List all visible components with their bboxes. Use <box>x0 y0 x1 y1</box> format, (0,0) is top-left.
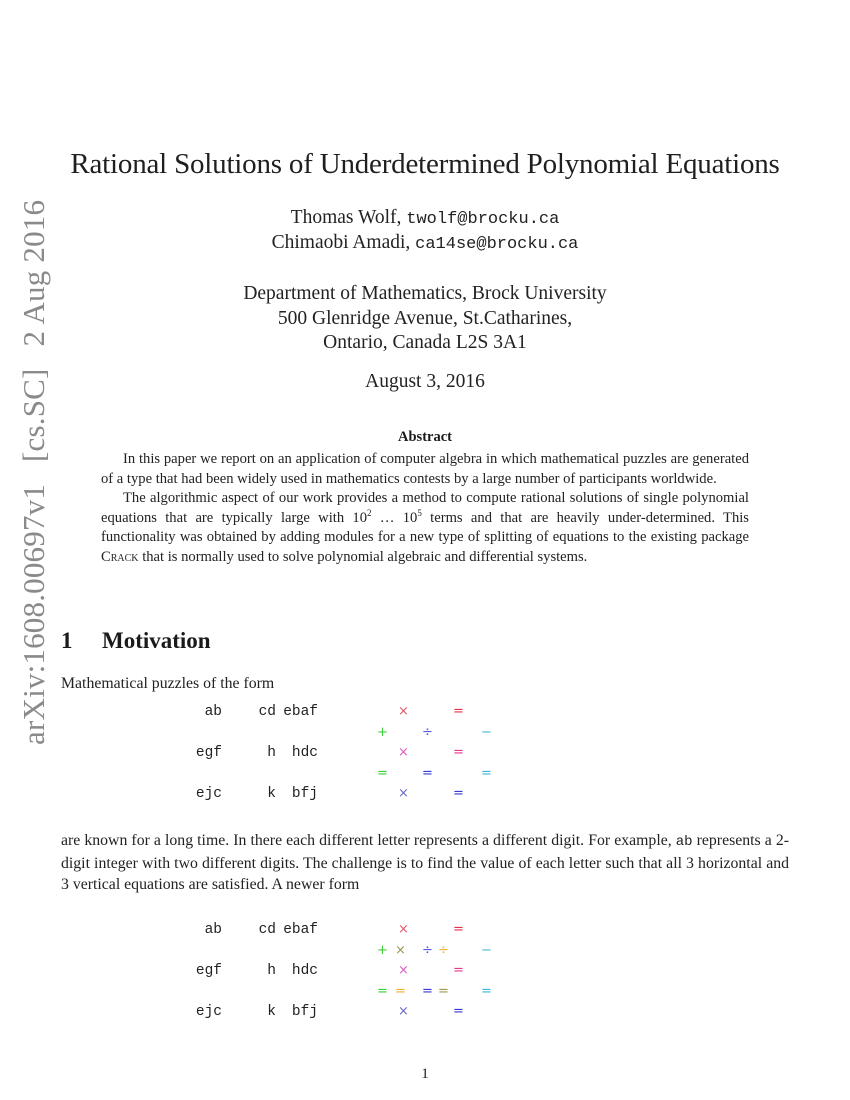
puzzle-term: egf <box>195 745 222 761</box>
puzzle-operator: × <box>398 704 409 719</box>
paper-title: Rational Solutions of Underdetermined Polynomial Equations <box>70 148 780 180</box>
abstract-paragraph-2 <box>101 489 749 567</box>
puzzle-term: bfj <box>291 786 318 802</box>
puzzle-term: ejc <box>195 786 222 802</box>
puzzle-term: ejc <box>195 1004 222 1020</box>
puzzle-operator: ÷ <box>422 942 433 958</box>
puzzle-operator: × <box>398 786 409 801</box>
page-number: 1 <box>421 1066 429 1082</box>
puzzle-operator: = <box>377 983 388 999</box>
crack-package-name: Crack <box>101 548 139 565</box>
exponent-2: 2 <box>367 507 372 518</box>
section-paragraph <box>61 830 789 895</box>
paragraph-text-b: represents a 2-digit integer with two different digits. The challenge is to find the value of each letter such that all 3 horizontal and 3 vertical equations are satisfied. A newer form <box>61 832 789 893</box>
puzzle-term: ebaf <box>283 704 318 720</box>
puzzle-term: ebaf <box>283 922 318 938</box>
puzzle-term: cd <box>258 922 276 938</box>
puzzle-operator: = <box>453 1004 464 1019</box>
puzzle-term: ab <box>204 704 222 720</box>
paragraph-text-a: are known for a long time. In there each different letter represents a different digit. For example, <box>61 832 676 849</box>
arxiv-stamp <box>16 186 52 745</box>
abstract-body <box>101 450 749 568</box>
puzzle-operator: = <box>438 983 449 999</box>
puzzle-operator: = <box>453 922 464 937</box>
puzzle-operator: = <box>453 786 464 801</box>
puzzle-term: egf <box>195 963 222 979</box>
section-title: Motivation <box>102 628 211 653</box>
puzzle-term: bfj <box>291 1004 318 1020</box>
puzzle-term: k <box>267 786 276 802</box>
puzzle-operator: = <box>453 704 464 719</box>
puzzle-operator: × <box>398 963 409 978</box>
author-1-email[interactable]: twolf@brocku.ca <box>406 210 560 229</box>
puzzle-term: h <box>267 745 276 761</box>
author-2-name: Chimaobi Amadi, <box>271 232 411 253</box>
puzzle-term: ab <box>204 922 222 938</box>
puzzle-operator: × <box>395 942 406 958</box>
exponent-5: 5 <box>417 507 422 518</box>
author-1 <box>0 207 850 229</box>
puzzle-operator: × <box>398 1004 409 1019</box>
affiliation-line-2: 500 Glenridge Avenue, St.Catharines, <box>277 308 573 329</box>
puzzle-operator: − <box>481 724 492 740</box>
abstract-p2-text-a: The algorithmic aspect of our work provides a method to compute rational solutions of single polynomial equations that are typically large with 10 <box>101 490 749 526</box>
puzzle-operator: = <box>453 963 464 978</box>
puzzle-operator: + <box>377 942 388 958</box>
puzzle-operator: ÷ <box>438 942 449 958</box>
puzzle-operator: × <box>398 922 409 937</box>
section-number: 1 <box>61 628 73 653</box>
author-1-name: Thomas Wolf, <box>290 207 402 228</box>
abstract-p2-text-c: terms and that are heavily under-determined. This functionality was obtained by adding modules for a new type of splitting of equations to the existing package <box>101 509 749 546</box>
section-heading-motivation <box>61 628 211 654</box>
puzzle-operator: + <box>377 724 388 740</box>
puzzle-term: cd <box>258 704 276 720</box>
puzzle-operator: = <box>453 745 464 760</box>
abstract-p2-text-d: that is normally used to solve polynomial algebraic and differential systems. <box>142 548 588 565</box>
puzzle-operator: − <box>481 942 492 958</box>
abstract-paragraph-1: In this paper we report on an application of computer algebra in which mathematical puzzles are generated of a type that had been widely used in mathematics contests by a large number of participants worldwide. <box>101 451 749 487</box>
inline-code-ab: ab <box>675 834 693 850</box>
puzzle-term: hdc <box>291 745 318 761</box>
paper-date: August 3, 2016 <box>365 371 485 392</box>
puzzle-operator: = <box>481 765 492 781</box>
affiliation-line-3: Ontario, Canada L2S 3A1 <box>323 332 527 353</box>
puzzle-term: k <box>267 1004 276 1020</box>
puzzle-operator: = <box>377 765 388 781</box>
puzzle-operator: = <box>422 765 433 781</box>
author-2-email[interactable]: ca14se@brocku.ca <box>415 235 579 254</box>
arxiv-category: [cs.SC] <box>16 368 51 462</box>
puzzle-operator: ÷ <box>422 724 433 740</box>
affiliation-line-1: Department of Mathematics, Brock University <box>243 283 607 304</box>
puzzle-term: h <box>267 963 276 979</box>
abstract-heading: Abstract <box>398 429 452 445</box>
author-2 <box>0 232 850 254</box>
puzzle-term: hdc <box>291 963 318 979</box>
puzzle-operator: × <box>398 745 409 760</box>
puzzle-operator: = <box>481 983 492 999</box>
puzzle-operator: = <box>395 983 406 999</box>
arxiv-id: arXiv:1608.00697v1 <box>16 483 51 745</box>
abstract-p2-text-b: … 10 <box>371 509 418 526</box>
puzzle-operator: = <box>422 983 433 999</box>
section-intro: Mathematical puzzles of the form <box>61 675 275 692</box>
arxiv-date: 2 Aug 2016 <box>16 199 51 347</box>
